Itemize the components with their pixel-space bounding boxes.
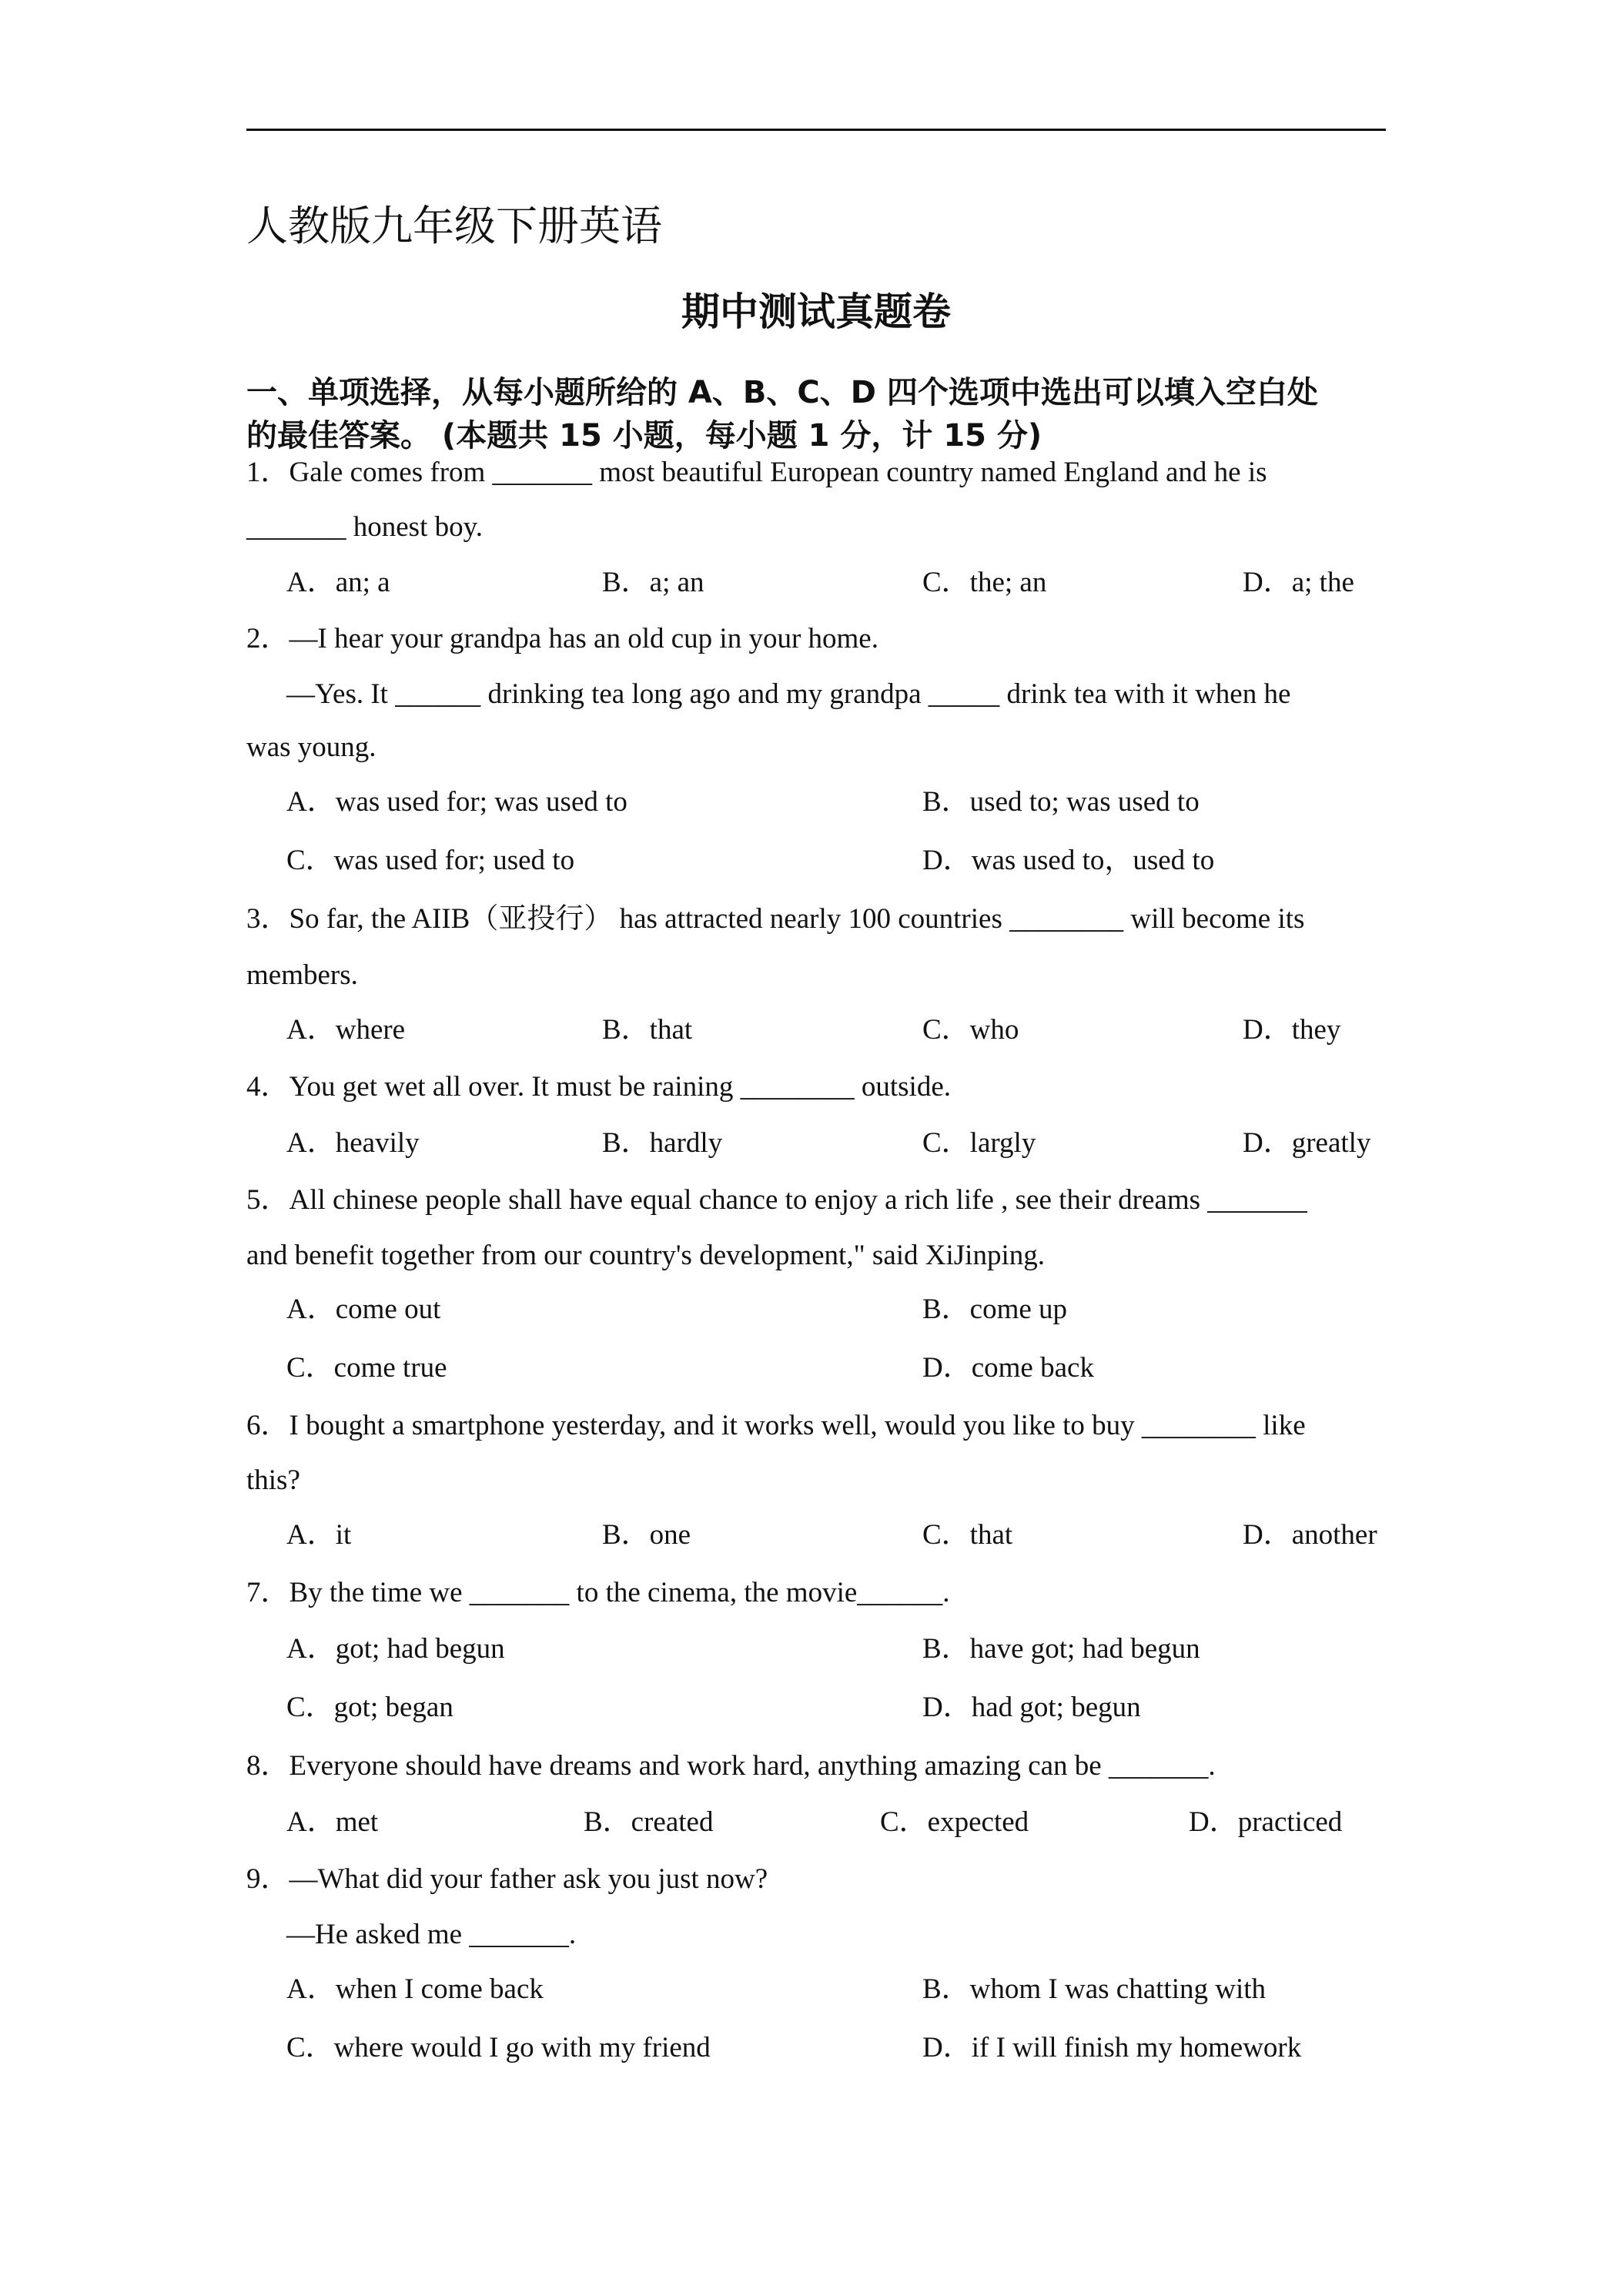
question-1-option-a: A．an; a [286,567,390,598]
section-instructions-line: 一、单项选择，从每小题所给的 A、B、C、D 四个选项中选出可以填入空白处 [246,375,1318,410]
question-7-stem: 7．By the time we _______ to the cinema, the movie______. [246,1577,950,1608]
section-instructions [246,371,1394,457]
question-8-stem: 8．Everyone should have dreams and work hard, anything amazing can be _______. [246,1750,1216,1782]
question-2-stem: —Yes. It ______ drinking tea long ago and my grandpa _____ drink tea with it when he [286,678,1291,710]
question-2-stem: was young. [246,731,376,763]
question-1-option-c: C．the; an [922,567,1047,598]
book-title: 人教版九年级下册英语 [246,202,662,250]
question-4-option-a: A．heavily [286,1127,420,1159]
exam-title: 期中测试真题卷 [681,290,951,334]
question-8-option-a: A．met [286,1806,379,1838]
question-2-option-d: D．was used to，used to [922,845,1215,876]
question-9-stem: —He asked me _______. [286,1919,577,1950]
question-5-option-c: C．come true [286,1352,447,1384]
question-6-option-b: B．one [602,1519,691,1551]
question-5-stem: and benefit together from our country's development," said XiJinping. [246,1240,1045,1271]
question-3-option-a: A．where [286,1014,406,1046]
question-9-stem: 9．—What did your father ask you just now? [246,1863,768,1895]
question-4-option-b: B．hardly [602,1127,723,1159]
question-7-option-d: D．had got; begun [922,1692,1141,1723]
question-6-option-d: D．another [1243,1519,1377,1551]
question-5-stem: 5．All chinese people shall have equal chance to enjoy a rich life , see their dreams _______ [246,1184,1307,1216]
question-3-option-c: C．who [922,1014,1019,1046]
question-3-stem: 3．So far, the AIIB（亚投行） has attracted nearly 100 countries ________ will become its [246,903,1305,935]
question-5-option-b: B．come up [922,1294,1068,1325]
question-1-option-d: D．a; the [1243,567,1354,598]
header-rule [246,129,1386,131]
question-6-option-c: C．that [922,1519,1013,1551]
question-7-option-b: B．have got; had begun [922,1633,1200,1665]
question-3-stem: members. [246,959,358,991]
question-1-stem: 1．Gale comes from _______ most beautiful European country named England and he is [246,457,1267,488]
question-2-option-b: B．used to; was used to [922,786,1200,818]
question-9-option-b: B．whom I was chatting with [922,1973,1267,2005]
question-6-option-a: A．it [286,1519,352,1551]
question-5-option-d: D．come back [922,1352,1094,1384]
question-8-option-b: B．created [584,1806,714,1838]
question-6-stem: 6．I bought a smartphone yesterday, and it works well, would you like to buy ________ like [246,1410,1306,1441]
question-6-stem: this? [246,1464,300,1496]
question-2-option-c: C．was used for; used to [286,845,575,876]
question-2-stem: 2．—I hear your grandpa has an old cup in your home. [246,623,878,654]
question-8-option-c: C．expected [880,1806,1029,1838]
question-7-option-c: C．got; began [286,1692,453,1723]
question-9-option-d: D．if I will finish my homework [922,2032,1302,2063]
question-1-stem: _______ honest boy. [246,511,483,543]
question-4-option-c: C．largly [922,1127,1036,1159]
question-1-option-b: B．a; an [602,567,704,598]
question-2-option-a: A．was used for; was used to [286,786,627,818]
question-9-option-a: A．when I come back [286,1973,544,2005]
question-9-option-c: C．where would I go with my friend [286,2032,711,2063]
question-7-option-a: A．got; had begun [286,1633,505,1665]
question-4-option-d: D．greatly [1243,1127,1371,1159]
question-8-option-d: D．practiced [1189,1806,1343,1838]
question-4-stem: 4．You get wet all over. It must be raining ________ outside. [246,1071,951,1103]
question-3-option-d: D．they [1243,1014,1341,1046]
question-3-option-b: B．that [602,1014,693,1046]
section-instructions-line: 的最佳答案。 (本题共 15 小题，每小题 1 分，计 15 分) [246,418,1042,454]
question-5-option-a: A．come out [286,1294,441,1325]
